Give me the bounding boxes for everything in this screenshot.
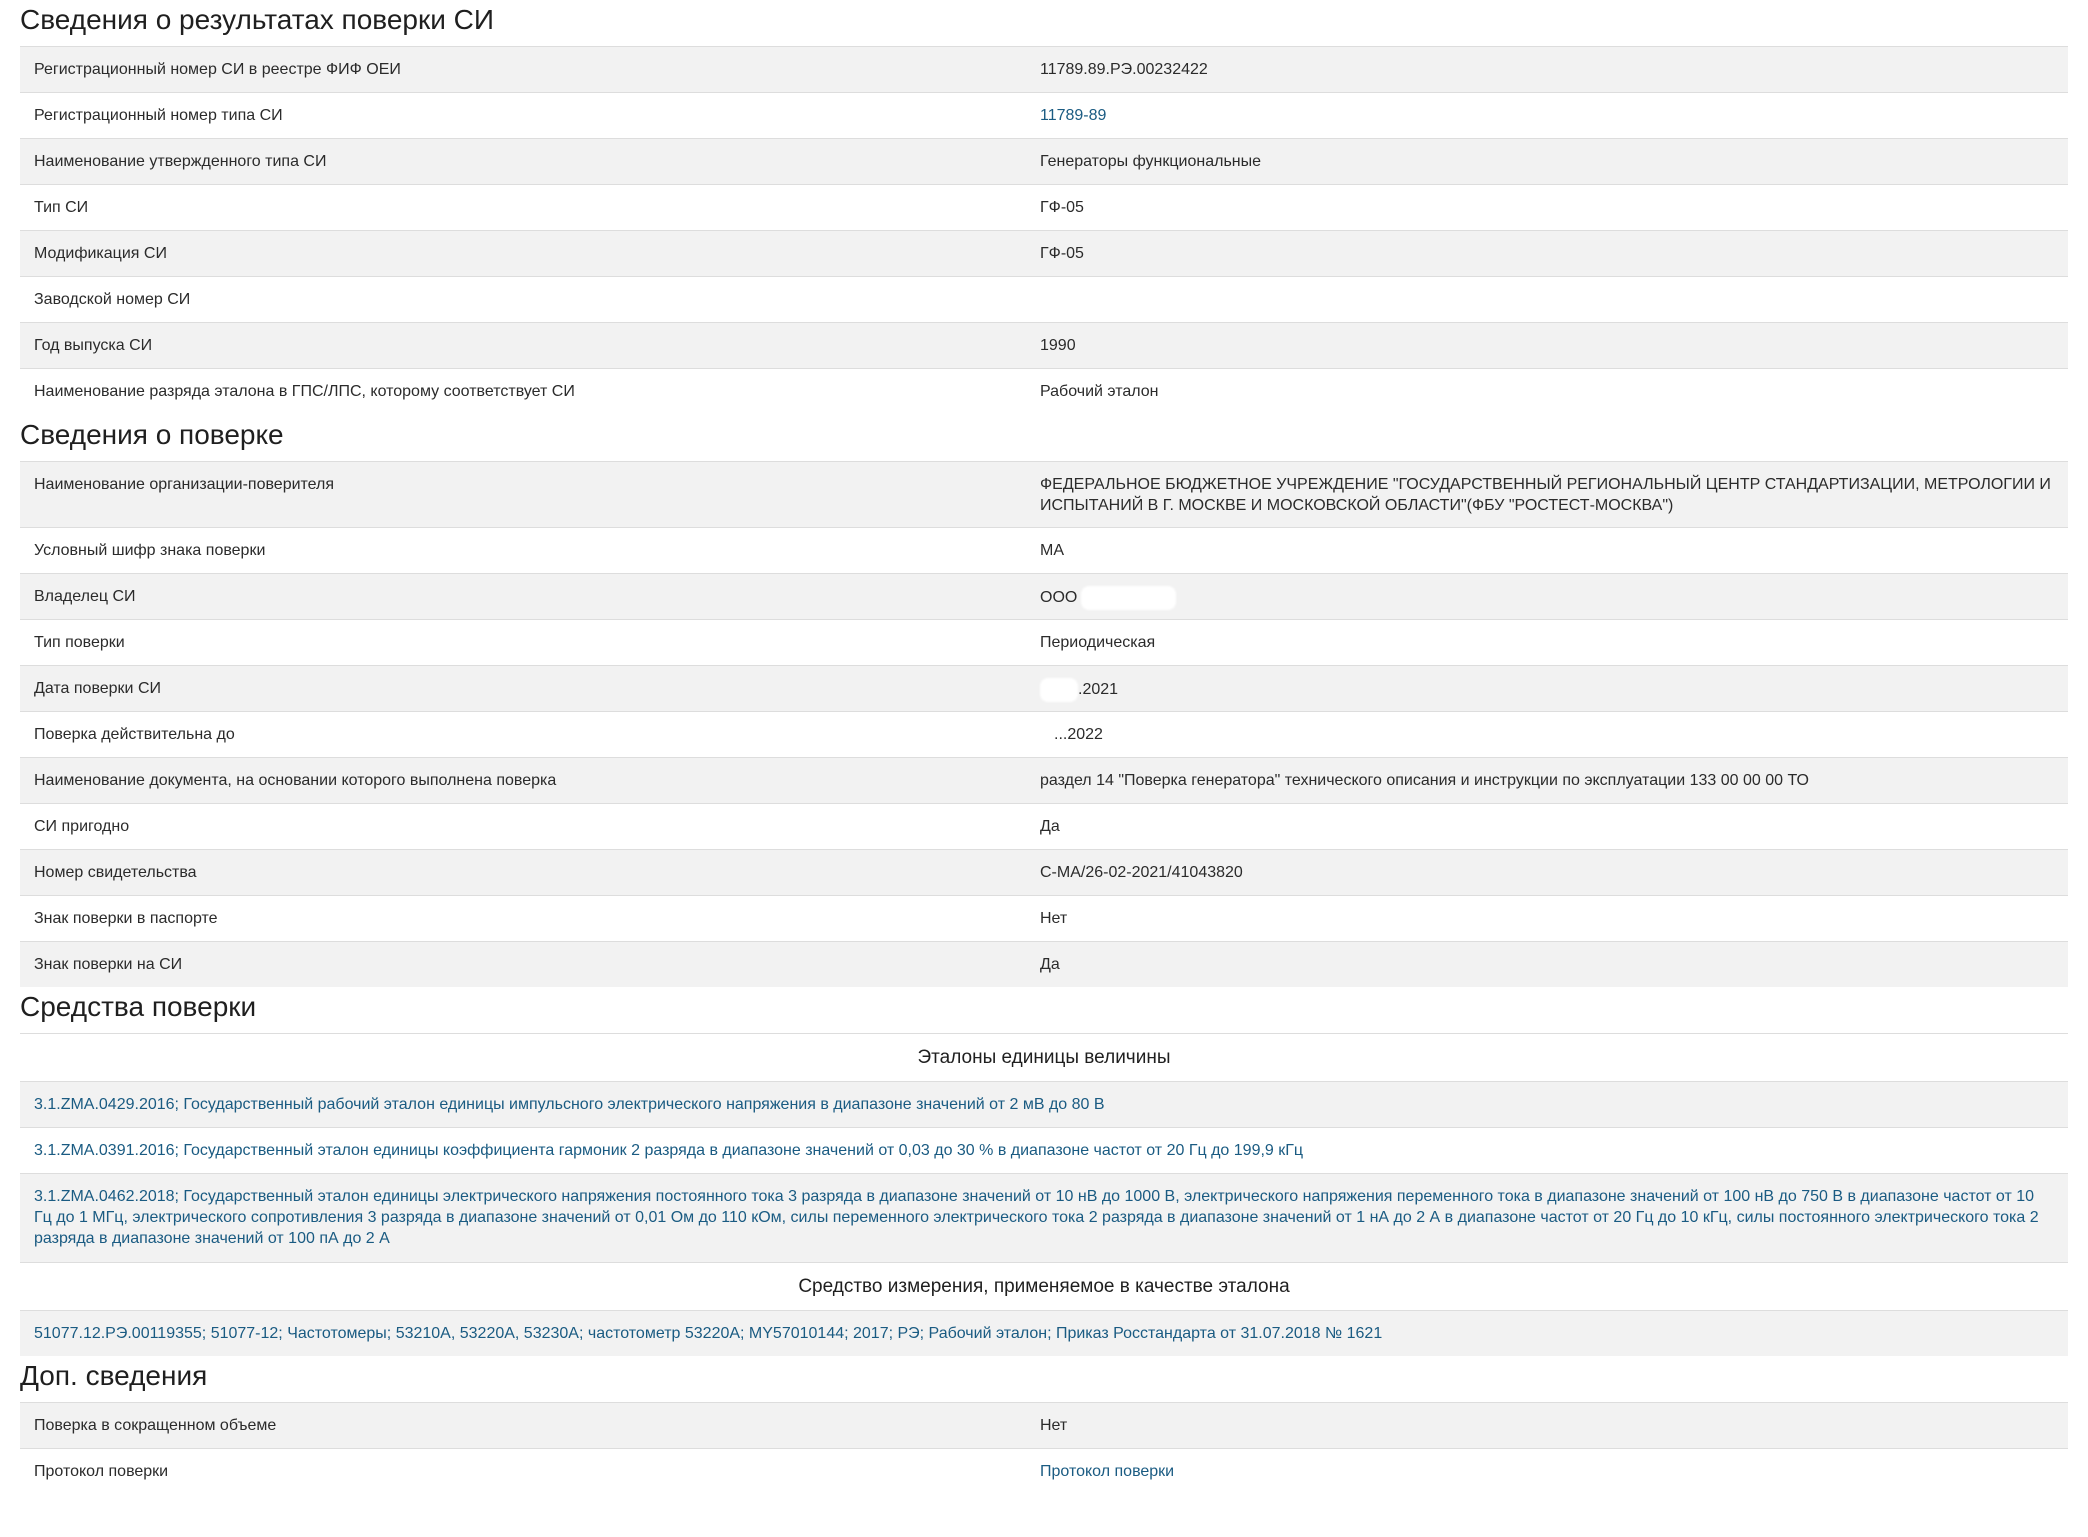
- type-number-link[interactable]: 11789-89: [1040, 107, 1107, 124]
- standard-link[interactable]: 3.1.ZMA.0429.2016; Государственный рабочий эталон единицы импульсного электрического напряжения в диапазоне значений от 2 мВ до 80 В: [34, 1096, 1105, 1113]
- date-value: .2021: [1078, 680, 1119, 698]
- verification-table: [20, 461, 2068, 988]
- section-title-additional: Доп. сведения: [20, 1360, 208, 1391]
- table-row: [20, 803, 2068, 849]
- standards-header: Эталоны единицы величины: [20, 1033, 2068, 1081]
- row-value: С-МА/26-02-2021/41043820: [1026, 849, 2068, 895]
- table-row: [20, 757, 2068, 803]
- row-label: Владелец СИ: [20, 573, 1026, 619]
- row-label: Наименование организации-поверителя: [20, 461, 1026, 527]
- table-row: [20, 277, 2068, 323]
- section-title-verification: Сведения о поверке: [20, 418, 284, 450]
- list-item: [20, 1081, 2068, 1127]
- table-row: [20, 711, 2068, 757]
- row-value: Генераторы функциональные: [1026, 139, 2068, 185]
- section-title-results: Сведения о результатах поверки СИ: [20, 4, 495, 35]
- row-label: Регистрационный номер типа СИ: [20, 93, 1026, 139]
- row-value: [1026, 1449, 2068, 1495]
- row-value: Рабочий эталон: [1026, 369, 2068, 415]
- row-value: [1026, 93, 2068, 139]
- row-label: Знак поверки в паспорте: [20, 895, 1026, 941]
- row-value: Да: [1026, 941, 2068, 987]
- additional-table: [20, 1402, 2068, 1495]
- row-label: Дата поверки СИ: [20, 665, 1026, 711]
- row-value: 11789.89.РЭ.00232422: [1026, 47, 2068, 93]
- table-row: [20, 1449, 2068, 1495]
- table-row: [20, 849, 2068, 895]
- row-label: Условный шифр знака поверки: [20, 527, 1026, 573]
- list-item: [20, 1127, 2068, 1173]
- table-row: [20, 527, 2068, 573]
- row-label: Наименование документа, на основании которого выполнена поверка: [20, 757, 1026, 803]
- row-label: Заводской номер СИ: [20, 277, 1026, 323]
- standard-link[interactable]: 3.1.ZMA.0391.2016; Государственный эталон единицы коэффициента гармоник 2 разряда в диапазоне значений от 0,03 до 30 % в диапазоне частот от 20 Гц до 199,9 кГц: [34, 1142, 1304, 1159]
- owner-value: ООО: [1040, 588, 1078, 606]
- row-label: Поверка в сокращенном объеме: [20, 1403, 1026, 1449]
- row-label: Наименование разряда эталона в ГПС/ЛПС, которому соответствует СИ: [20, 369, 1026, 415]
- row-value: Нет: [1026, 895, 2068, 941]
- row-label: Модификация СИ: [20, 231, 1026, 277]
- row-value: Нет: [1026, 1403, 2068, 1449]
- row-label: Тип поверки: [20, 619, 1026, 665]
- list-item: [20, 1173, 2068, 1262]
- row-value: ГФ-05: [1026, 231, 2068, 277]
- standard-link[interactable]: 3.1.ZMA.0462.2018; Государственный эталон единицы электрического напряжения постоянного тока 3 разряда в диапазоне значений от 10 нВ до 1000 В, электрического напряжения переменного тока в диапазоне значений от 100 нВ до 750 В в диапазоне частот от 10 Гц до 1 МГц, электрического сопротивления 3 разряда в диапазоне значений от 0,01 Ом до 110 кОм, силы переменного электрического тока 2 разряда в диапазоне значений от 1 нА до 2 А в диапазоне частот от 20 Гц до 10 кГц, силы постоянного электрического тока 2 разряда в диапазоне значений от 100 пА до 2 А: [34, 1188, 2039, 1247]
- table-row: [20, 185, 2068, 231]
- table-row: [20, 323, 2068, 369]
- table-row: [20, 231, 2068, 277]
- instrument-link[interactable]: 51077.12.РЭ.00119355; 51077-12; Частотомеры; 53210А, 53220А, 53230А; частотометр 53220А; MY57010144; 2017; РЭ; Рабочий эталон; Приказ Росстандарта от 31.07.2018 № 1621: [34, 1325, 1383, 1342]
- row-value: Периодическая: [1026, 619, 2068, 665]
- section-title-means: Средства поверки: [20, 991, 257, 1022]
- redaction-mark: [1040, 678, 1078, 702]
- row-value: раздел 14 "Поверка генератора" технического описания и инструкции по эксплуатации 133 00 00 00 ТО: [1026, 757, 2068, 803]
- row-label: Наименование утвержденного типа СИ: [20, 139, 1026, 185]
- table-row: [20, 895, 2068, 941]
- list-item: [20, 1310, 2068, 1356]
- row-label: Регистрационный номер СИ в реестре ФИФ ОЕИ: [20, 47, 1026, 93]
- row-value: [1026, 573, 2068, 619]
- table-row: [20, 665, 2068, 711]
- table-row: [20, 369, 2068, 415]
- row-value: ФЕДЕРАЛЬНОЕ БЮДЖЕТНОЕ УЧРЕЖДЕНИЕ "ГОСУДАРСТВЕННЫЙ РЕГИОНАЛЬНЫЙ ЦЕНТР СТАНДАРТИЗАЦИИ, МЕТРОЛОГИИ И ИСПЫТАНИЙ В Г. МОСКВЕ И МОСКОВСКОЙ ОБЛАСТИ"(ФБУ "РОСТЕСТ-МОСКВА"): [1026, 461, 2068, 527]
- table-row: [20, 573, 2068, 619]
- valid-until-value: ...2022: [1054, 725, 1103, 743]
- row-value: ГФ-05: [1026, 185, 2068, 231]
- row-label: Год выпуска СИ: [20, 323, 1026, 369]
- row-value: [1026, 277, 2068, 323]
- table-row: [20, 1403, 2068, 1449]
- table-row: [20, 93, 2068, 139]
- table-row: [20, 47, 2068, 93]
- row-label: Номер свидетельства: [20, 849, 1026, 895]
- row-label: Знак поверки на СИ: [20, 941, 1026, 987]
- row-label: СИ пригодно: [20, 803, 1026, 849]
- protocol-link[interactable]: Протокол поверки: [1040, 1463, 1175, 1480]
- row-label: Поверка действительна до: [20, 711, 1026, 757]
- row-value: [1026, 711, 2068, 757]
- row-label: Протокол поверки: [20, 1449, 1026, 1495]
- table-row: [20, 461, 2068, 527]
- row-value: 1990: [1026, 323, 2068, 369]
- table-row: [20, 941, 2068, 987]
- instruments-header: Средство измерения, применяемое в качестве эталона: [20, 1262, 2068, 1310]
- verification-page: [20, 0, 2068, 1495]
- row-value: Да: [1026, 803, 2068, 849]
- table-row: [20, 619, 2068, 665]
- row-value: [1026, 665, 2068, 711]
- redaction-mark: [1081, 586, 1176, 610]
- table-row: [20, 139, 2068, 185]
- row-value: МА: [1026, 527, 2068, 573]
- results-table: [20, 46, 2068, 415]
- row-label: Тип СИ: [20, 185, 1026, 231]
